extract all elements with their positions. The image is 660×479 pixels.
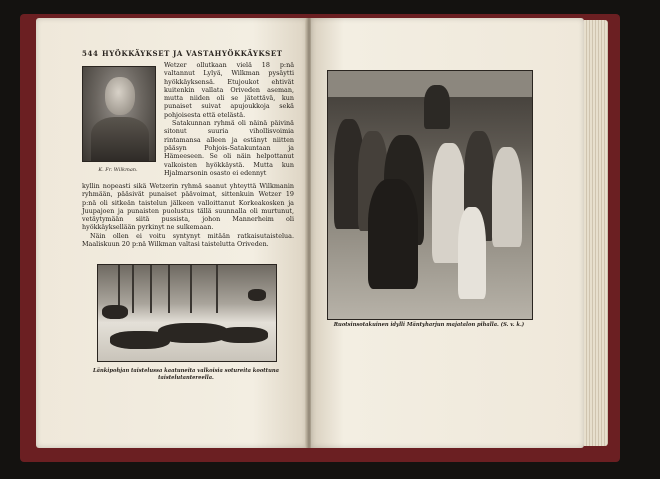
portrait-caption: K. Fr. Wilkman. <box>98 167 138 173</box>
page-number: 544 <box>82 49 99 58</box>
courtyard-photo <box>327 70 533 320</box>
photo-figure <box>424 85 450 129</box>
photo-figure <box>102 305 128 319</box>
paragraph: Satakunnan ryhmä oli näinä päivinä sitonut suuria vihollisvoimia rintamansa alleen ja estänyt niitten pääsyn Pohjois-Satakuntaan ja Hämeeseen. Se oli näin helpottanut valkoisten hyökkäystä. Mutta kun Hjalmarsonin osasto ei edennyt <box>164 119 294 177</box>
page-edges <box>584 20 608 446</box>
photo-seated-man <box>368 179 418 289</box>
text-column-full <box>82 182 294 248</box>
paragraph: Wetzer ollutkaan vielä 18 p:nä valtannut Lylyä, Wilkman pysäytti hyökkäyksensä. Etujoukot ehtivät kuitenkin vallata Oriveden aseman, mutta niiden oli se jätettävä, kun punaiset suivat apujoukkoja sekä pohjoisesta että etelästä. <box>164 61 294 119</box>
photo-tree <box>216 265 218 313</box>
photo-tree <box>150 265 152 313</box>
paragraph: Näin ollen ei voitu syntynyt mitään ratkaisutaistelua. Maaliskuun 20 p:nä Wilkman valtasi taistelutta Oriveden. <box>82 231 294 249</box>
battlefield-photo-caption: Länkipohjan taistelussa kaatuneita valkoisia sotureita koottuna taistelutantereella. <box>93 368 279 381</box>
portrait-body <box>91 117 149 161</box>
photo-tree <box>132 265 134 313</box>
photo-child <box>458 207 486 299</box>
photo-figure <box>218 327 268 343</box>
running-head: HYÖKKÄYKSET JA VASTAHYÖKKÄYKSET <box>102 49 283 58</box>
battlefield-photo <box>97 264 277 362</box>
photo-tree <box>190 265 192 313</box>
photo-tree <box>168 265 170 313</box>
portrait-head <box>105 77 135 115</box>
courtyard-photo-caption: Ruotsinsotakuinen idylli Mäntyharjun majatalon pihalla. (S. v. k.) <box>333 322 525 328</box>
text-column-narrow <box>164 61 294 177</box>
photo-figure <box>248 289 266 301</box>
paragraph: kyllin nopeasti sikä Wetzerin ryhmä saanut yhteyttä Wilkmanin ryhmään, pääsivät punaiset päävoimat, sittenkuin Wetzer 19 p:nä oli sitkeän taistelun jälkeen valloittanut Korkeakosken ja Juupajoen ja punaisten puolustus tällä suunnalla oli murtunut, vetäytymään siitä pussista, johon Mannerheim oli hyökkäyksellään pyrkinyt ne sulkemaan. <box>82 182 294 232</box>
portrait-photo <box>82 66 156 162</box>
photo-figure <box>492 147 522 247</box>
